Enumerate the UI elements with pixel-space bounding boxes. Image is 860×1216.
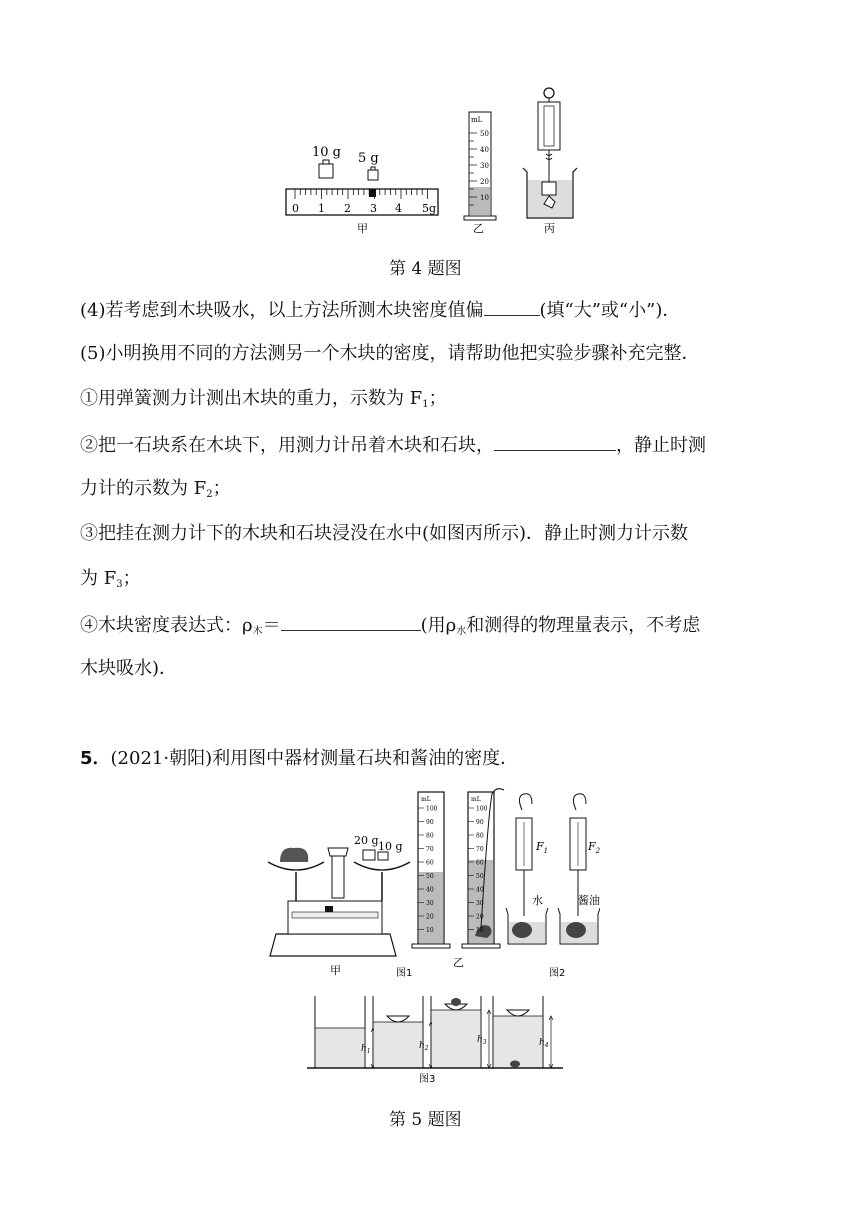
h2-label: $h_2$ [419, 1041, 429, 1052]
fig3-label: 图3 [419, 1074, 436, 1085]
fig5-label-jia: 甲 [330, 964, 341, 977]
scale-tick-2: 2 [344, 202, 351, 215]
spring-balance-soy [558, 794, 600, 944]
weight-5g-label: 5 g [358, 151, 379, 166]
svg-text:20: 20 [480, 178, 489, 186]
h3-label: $h_3$ [477, 1035, 487, 1046]
cylinder-1 [412, 792, 450, 948]
svg-text:mL: mL [421, 796, 431, 803]
fig1-label: 图1 [396, 968, 413, 979]
rider [369, 189, 376, 197]
question-5-line: 5．(2021·朝阳)利用图中器材测量石块和酱油的密度． [80, 748, 519, 769]
scale-tick-5g: 5g [422, 202, 437, 215]
answer-blank-4[interactable] [484, 297, 540, 316]
fig3-beaker-1 [315, 996, 375, 1068]
scale-tick-3: 3 [370, 202, 377, 215]
f1-label: $F_1$ [536, 840, 549, 855]
step-3-line-2: 为 $F_3$； [80, 568, 141, 590]
cylinder-1-tick: 30 [426, 900, 434, 907]
svg-text:30: 30 [480, 162, 489, 170]
fig3-beaker-4 [493, 996, 553, 1068]
cylinder-1-tick: 10 [426, 927, 434, 934]
cylinder-1-tick: 40 [426, 886, 434, 894]
figure-5-caption: 第 5 题图 [389, 1110, 462, 1130]
figure-4-caption: 第 4 题图 [389, 259, 462, 279]
step-4-line-2: 木块吸水)． [80, 658, 178, 679]
answer-blank-step2[interactable] [494, 432, 616, 451]
fig5-label-yi: 乙 [453, 956, 464, 969]
spring-balance-setup [523, 88, 577, 218]
scale-tick-1: 1 [318, 202, 325, 215]
step-2-line-2: 力计的示数为 $F_2$； [80, 478, 231, 500]
cylinder-2-tick: 30 [476, 900, 484, 907]
cylinder-2-tick: 90 [476, 819, 484, 826]
cylinder-2-tick: 60 [476, 859, 484, 867]
cylinder-1-tick: 60 [426, 859, 434, 867]
cylinder-2-tick: 10 [476, 927, 484, 934]
cylinder-2 [462, 789, 504, 948]
step-3-line: ③把挂在测力计下的木块和石块浸没在水中(如图丙所示)．静止时测力计示数 [80, 523, 689, 544]
part-4-line: (4)若考虑到木块吸水，以上方法所测木块密度值偏 (填“大”或“小”)． [80, 297, 680, 323]
weight-10g-label: 10 g [312, 145, 341, 160]
part-5-line: (5)小明换用不同的方法测另一个木块的密度，请帮助他把实验步骤补充完整． [80, 343, 700, 364]
h4-label: $h_4$ [539, 1038, 549, 1049]
h1-label: $h_1$ [361, 1044, 371, 1055]
cylinder-2-tick: 40 [476, 886, 484, 894]
lever-balance [268, 848, 410, 956]
cylinder-1-tick: 20 [426, 913, 434, 921]
label-yi: 乙 [473, 222, 484, 235]
cylinder-2-tick: 20 [476, 913, 484, 921]
f2-label: $F_2$ [588, 840, 600, 855]
step-4-line: ④木块密度表达式：$\rho_木=$ (用$\rho_水$和测得的物理量表示，不考虑 [80, 612, 700, 644]
fig3-beaker-2 [373, 996, 433, 1068]
step-2-line: ②把一石块系在木块下，用测力计吊着木块和石块， ，静止时测 [80, 432, 706, 458]
fig2-label: 图2 [549, 968, 566, 979]
figure-5-top [260, 786, 600, 981]
step-1-line: ①用弹簧测力计测出木块的重力，示数为 $F_1$； [80, 388, 447, 410]
fig3-beaker-3 [431, 996, 491, 1068]
weight-20g-label: 20 g [354, 834, 379, 847]
label-jia: 甲 [357, 222, 368, 235]
weight-5g [368, 167, 378, 180]
cylinder-2-tick: 80 [476, 832, 484, 840]
cylinder-2-tick: 50 [476, 873, 484, 880]
soy-label: 酱油 [578, 894, 600, 907]
cylinder-2-tick: 70 [476, 846, 484, 853]
svg-text:10: 10 [480, 194, 489, 202]
spring-balance-water [506, 794, 548, 944]
cylinder-1-tick: 70 [426, 846, 434, 853]
label-bing: 丙 [544, 222, 555, 235]
answer-blank-step4[interactable] [281, 612, 421, 631]
figure-4 [280, 80, 580, 240]
svg-text:50: 50 [480, 130, 489, 138]
figure-5-bottom [305, 990, 565, 1086]
cylinder-1-tick: 100 [426, 805, 438, 813]
scale-tick-4: 4 [395, 202, 402, 215]
cylinder-1-tick: 50 [426, 873, 434, 880]
cylinder-unit: mL [471, 116, 483, 124]
balance-scale [286, 189, 438, 215]
question-5-number: 5． [80, 748, 111, 769]
cylinder-1-tick: 80 [426, 832, 434, 840]
water-label: 水 [532, 894, 543, 907]
weight-10g-label-2: 10 g [378, 840, 403, 853]
scale-tick-0: 0 [292, 202, 299, 215]
weight-10g [319, 160, 333, 178]
cylinder-2-tick: 100 [476, 805, 488, 813]
svg-text:mL: mL [471, 796, 481, 803]
svg-text:40: 40 [480, 146, 489, 154]
cylinder-1-tick: 90 [426, 819, 434, 826]
